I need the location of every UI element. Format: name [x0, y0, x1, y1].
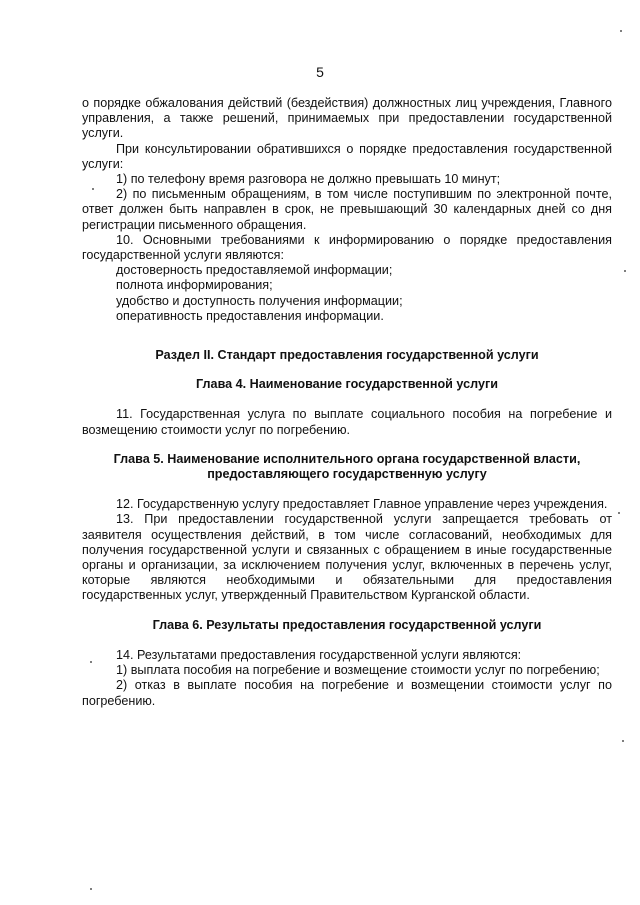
chapter-5-title-line1: Глава 5. Наименование исполнительного органа государственной власти,	[113, 451, 581, 466]
result-item: 2) отказ в выплате пособия на погребение и возмещении стоимости услуг по погребению.	[82, 678, 612, 708]
document-body	[82, 96, 612, 709]
scan-speck	[622, 740, 624, 742]
scan-speck	[92, 188, 94, 190]
scan-speck	[90, 661, 92, 663]
requirement-item: достоверность предоставляемой информации;	[116, 263, 393, 278]
paragraph-13: 13. При предоставлении государственной услуги запрещается требовать от заявителя осуществления действий, в том числе согласований, необходимых для получения государственной услуги и связанных с обращением в иные государственные органы и организации, за исключением получения услуг, включенных в перечень услуг, которые являются необходимыми и обязательными для предоставления государственных услуг, утвержденный Правительством Курганской области.	[82, 512, 612, 603]
paragraph-written: 2) по письменным обращениям, в том числе поступившим по электронной почте, ответ должен быть направлен в срок, не превышающий 30 календарных дней со дня регистрации письменного обращения.	[82, 187, 612, 232]
scan-speck	[90, 888, 92, 890]
scan-speck	[618, 512, 620, 514]
paragraph-11: 11. Государственная услуга по выплате социального пособия на погребение и возмещению стоимости услуг по погребению.	[82, 407, 612, 437]
chapter-4-title: Глава 4. Наименование государственной услуги	[196, 377, 498, 392]
paragraph-14: 14. Результатами предоставления государственной услуги являются:	[116, 647, 522, 662]
requirement-item: удобство и доступность получения информации;	[116, 293, 403, 308]
section-2-title: Раздел II. Стандарт предоставления государственной услуги	[155, 348, 539, 363]
requirement-item: полнота информирования;	[116, 278, 273, 293]
chapter-6-title: Глава 6. Результаты предоставления государственной услуги	[152, 617, 542, 632]
scan-speck	[620, 30, 622, 32]
paragraph-consultation: При консультировании обратившихся о порядке предоставления государственной услуги:	[82, 141, 612, 171]
paragraph-12: 12. Государственную услугу предоставляет Главное управление через учреждения.	[116, 497, 608, 512]
result-item: 1) выплата пособия на погребение и возмещение стоимости услуг по погребению;	[116, 663, 600, 678]
requirement-item: оперативность предоставления информации.	[116, 308, 384, 323]
paragraph-appeal-procedure: о порядке обжалования действий (бездействия) должностных лиц учреждения, Главного управления, а также решений, принимаемых при предоставлении государственной услуги.	[82, 96, 612, 141]
scan-speck	[624, 270, 626, 272]
paragraph-phone: 1) по телефону время разговора не должно превышать 10 минут;	[116, 172, 501, 187]
chapter-5-title-line2: предоставляющего государственную услугу	[207, 467, 487, 482]
page-number: 5	[316, 64, 324, 80]
paragraph-10: 10. Основными требованиями к информированию о порядке предоставления государственной услуги являются:	[82, 232, 612, 263]
